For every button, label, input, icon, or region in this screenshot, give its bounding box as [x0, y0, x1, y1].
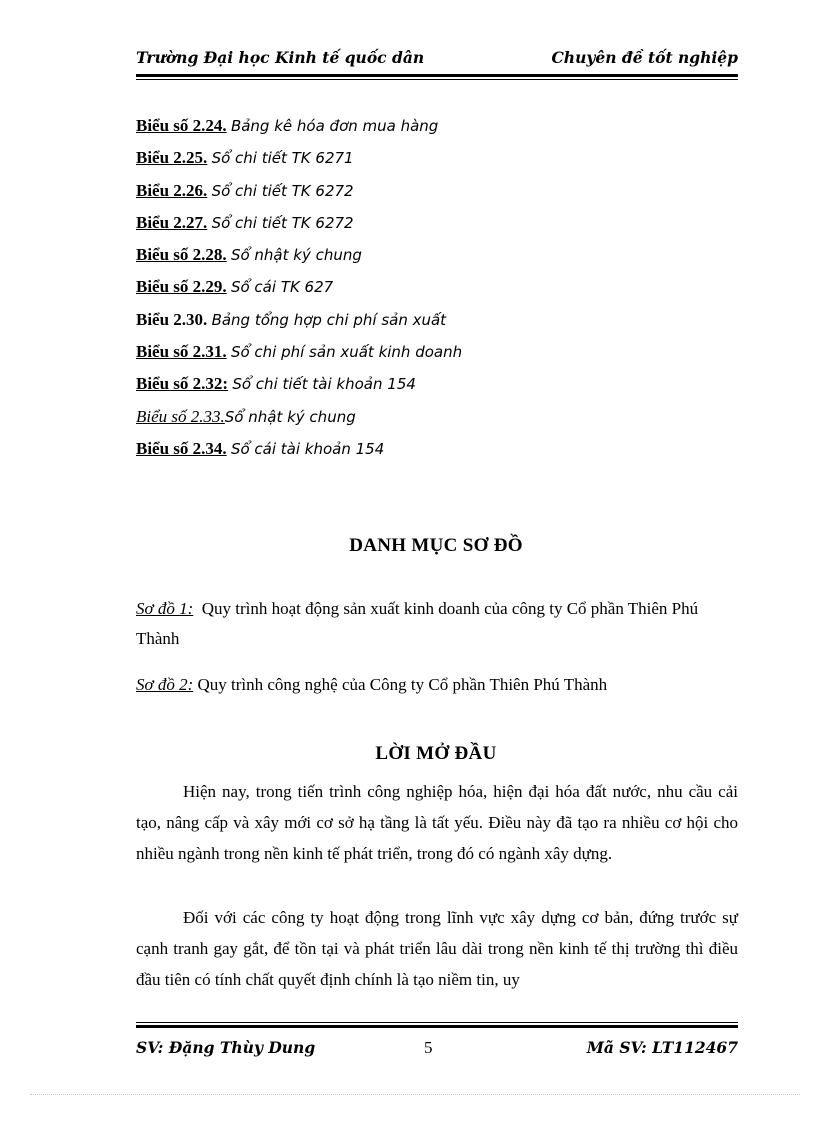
diagram-item-2 [136, 670, 738, 700]
header-rule-thin [136, 79, 738, 80]
figure-title: Sổ chi phí sản xuất kinh doanh [230, 343, 463, 362]
figure-label: Biểu số 2.24. [136, 116, 227, 135]
figure-title: Bảng kê hóa đơn mua hàng [230, 117, 439, 135]
list-item [136, 178, 736, 210]
list-item [136, 339, 736, 371]
intro-paragraph-2: Đối với các công ty hoạt động trong lĩnh vực xây dựng cơ bản, đứng trước sự cạnh tranh gay gắt, để tồn tại và phát triển lâu dài trong nền kinh tế thị trường thì điều đầu tiên có tính chất quyết định chính là tạo niềm tin, uy [136, 908, 738, 989]
list-item [136, 307, 736, 339]
list-item [136, 145, 736, 177]
list-item [136, 113, 736, 145]
page-footer [136, 1038, 738, 1062]
list-item [136, 242, 736, 274]
figure-label: Biểu 2.30. [136, 309, 208, 329]
figure-title: Sổ cái tài khoản 154 [230, 439, 385, 458]
figure-label: Biểu số 2.34. [136, 438, 227, 458]
header-rule-thick [136, 74, 738, 77]
diagram-text: Quy trình công nghệ của Công ty Cổ phần Thiên Phú Thành [197, 675, 608, 694]
figure-label: Biểu số 2.31. [136, 342, 227, 362]
list-item [136, 274, 736, 306]
figure-label: Biểu số 2.33. [136, 406, 225, 426]
diagram-list-heading: DANH MỤC SƠ ĐỒ [349, 535, 523, 556]
figure-title: Sổ chi tiết tài khoản 154 [232, 375, 416, 394]
figure-list [136, 113, 736, 468]
figure-label: Biểu 2.26. [136, 180, 208, 200]
figure-title: Sổ chi tiết TK 6271 [211, 149, 354, 168]
figure-title: Bảng tổng hợp chi phí sản xuất [211, 310, 447, 329]
list-item [136, 436, 736, 468]
intro-heading: LỜI MỞ ĐẦU [375, 743, 497, 764]
figure-title: Sổ chi tiết TK 6272 [211, 213, 354, 232]
diagram-item-1 [136, 594, 738, 654]
footer-rule-thick [136, 1025, 738, 1028]
list-item [136, 210, 736, 242]
figure-label: Biểu số 2.29. [136, 277, 227, 297]
figure-title: Sổ cái TK 627 [230, 278, 334, 297]
footer-student-id: Mã SV: LT112467 [586, 1038, 738, 1057]
list-item [136, 404, 736, 436]
figure-label: Biểu số 2.32: [136, 374, 229, 394]
figure-title: Sổ nhật ký chung [230, 246, 362, 265]
page-number: 5 [424, 1038, 433, 1057]
header-doc-type: Chuyên đề tốt nghiệp [551, 48, 738, 67]
header-university: Trường Đại học Kinh tế quốc dân [136, 48, 425, 67]
diagram-text: Quy trình hoạt động sản xuất kinh doanh của công ty Cổ phần Thiên Phú Thành [136, 599, 699, 648]
figure-title: Sổ nhật ký chung [224, 407, 356, 426]
diagram-label: Sơ đồ 1: [136, 599, 194, 618]
figure-title: Sổ chi tiết TK 6272 [211, 181, 354, 200]
list-item [136, 371, 736, 403]
figure-label: Biểu 2.25. [136, 148, 208, 168]
page-bottom-border [30, 1094, 800, 1095]
diagram-label: Sơ đồ 2: [136, 675, 194, 694]
figure-label: Biểu số 2.28. [136, 245, 227, 265]
page-header [136, 48, 738, 72]
footer-rule-thin [136, 1022, 738, 1023]
figure-label: Biểu 2.27. [136, 212, 208, 232]
footer-student-name: SV: Đặng Thùy Dung [136, 1038, 316, 1057]
intro-paragraph-1: Hiện nay, trong tiến trình công nghiệp hóa, hiện đại hóa đất nước, nhu cầu cải tạo, nâng cấp và xây mới cơ sở hạ tầng là tất yếu. Điều này đã tạo ra nhiều cơ hội cho nhiều ngành trong nền kinh tế phát triển, trong đó có ngành xây dựng. [136, 782, 738, 863]
